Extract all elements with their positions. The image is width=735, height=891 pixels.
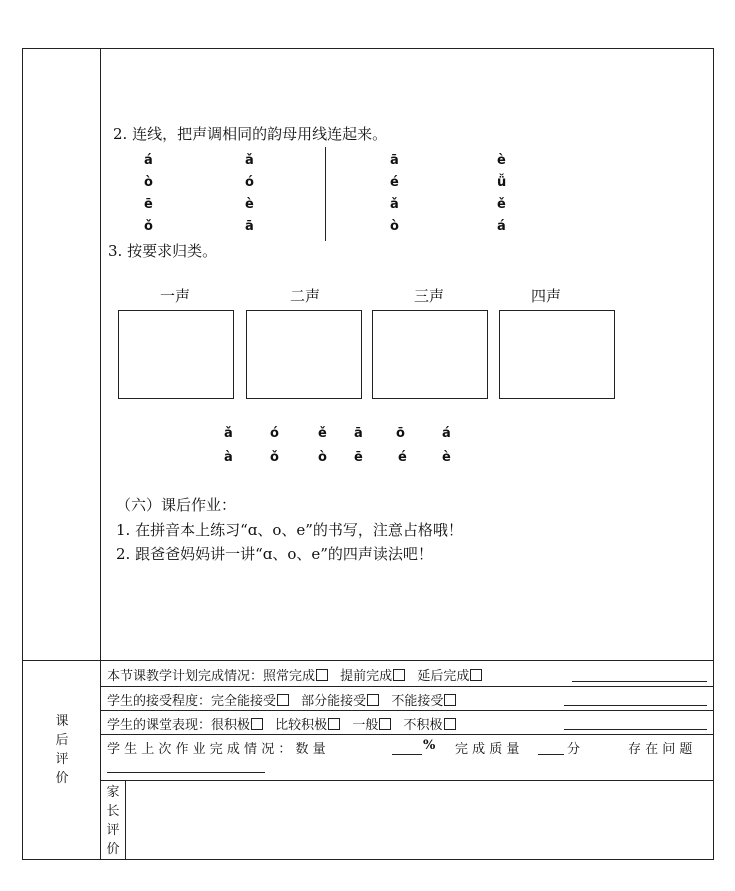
classroom-checkbox-not[interactable] [444, 718, 456, 730]
side-label-char: 课 [55, 714, 69, 729]
exercise2-separator [325, 147, 326, 241]
pinyin-item: ě [497, 197, 506, 212]
classroom-checkbox-average[interactable] [379, 718, 391, 730]
answer-box-1[interactable] [118, 310, 234, 399]
row-divider-4 [100, 780, 714, 781]
category-label-1: 一声 [160, 287, 191, 305]
classroom-checkbox-fairly[interactable] [328, 718, 340, 730]
parent-label-char: 价 [106, 842, 120, 857]
side-label-char: 后 [55, 733, 69, 748]
category-label-4: 四声 [531, 287, 562, 305]
plan-checkbox-early[interactable] [393, 669, 405, 681]
side-label-char: 价 [55, 771, 69, 786]
pinyin-item: ǎ [390, 197, 399, 212]
quality-blank[interactable] [538, 754, 564, 755]
exercise3-title: 3. 按要求归类。 [108, 242, 218, 260]
classroom-checkbox-very[interactable] [251, 718, 263, 730]
pinyin-option[interactable]: ā [354, 426, 363, 441]
acceptance-checkbox-partial[interactable] [367, 694, 379, 706]
plan-checkbox-normal[interactable] [316, 669, 328, 681]
plan-option-normal: 照常完成 [263, 669, 316, 684]
acceptance-blank[interactable] [564, 705, 707, 706]
plan-label: 本节课教学计划完成情况： [107, 669, 264, 684]
plan-option-delayed: 延后完成 [417, 669, 470, 684]
pinyin-item: ó [245, 175, 254, 190]
plan-checkbox-delayed[interactable] [470, 669, 482, 681]
pinyin-option[interactable]: ǎ [224, 426, 233, 441]
pinyin-item: è [245, 197, 254, 212]
acceptance-checkbox-none[interactable] [444, 694, 456, 706]
pinyin-option[interactable]: á [442, 426, 451, 441]
pinyin-option[interactable]: ǒ [270, 450, 279, 465]
pinyin-item: ē [144, 197, 153, 212]
table-border-top [22, 48, 714, 49]
exercise2-title: 2. 连线，把声调相同的韵母用线连起来。 [113, 125, 388, 143]
classroom-row [107, 714, 456, 733]
classroom-option-average: 一般 [352, 718, 379, 733]
classroom-option-fairly: 比较积极 [275, 718, 328, 733]
parent-label-char: 家 [106, 785, 120, 800]
acceptance-checkbox-full[interactable] [277, 694, 289, 706]
classroom-option-not: 不积极 [403, 718, 443, 733]
homework-item-1: 1. 在拼音本上练习“ɑ、o、e”的书写，注意占格哦！ [116, 521, 463, 539]
answer-box-2[interactable] [246, 310, 362, 399]
acceptance-option-none: 不能接受 [391, 694, 444, 709]
problem-label: 存 在 问 题 [628, 742, 693, 757]
pinyin-item: ǒ [144, 219, 153, 234]
classroom-option-very: 很积极 [211, 718, 251, 733]
pinyin-option[interactable]: ě [318, 426, 327, 441]
parent-label [104, 783, 122, 859]
column-divider [100, 48, 101, 860]
parent-label-char: 长 [106, 804, 120, 819]
pinyin-item: ā [390, 153, 399, 168]
category-label-2: 二声 [290, 287, 321, 305]
pinyin-option[interactable]: ō [396, 426, 405, 441]
evaluation-side-label [52, 712, 72, 788]
answer-box-3[interactable] [372, 310, 488, 399]
problem-blank[interactable] [107, 772, 265, 773]
homework-item-2: 2. 跟爸爸妈妈讲一讲“ɑ、o、e”的四声读法吧！ [116, 545, 433, 563]
homework-title: （六）课后作业： [116, 496, 237, 514]
right-col2 [497, 150, 506, 238]
pinyin-option[interactable]: ó [270, 426, 279, 441]
row-divider-3 [100, 734, 714, 735]
quality-unit: 分 [567, 742, 581, 757]
pinyin-item: ǎ [245, 153, 254, 168]
pinyin-item: ò [390, 219, 399, 234]
classroom-blank[interactable] [564, 729, 707, 730]
plan-blank[interactable] [572, 681, 707, 682]
row-divider-1 [100, 686, 714, 687]
parent-label-divider [125, 780, 126, 860]
pinyin-item: ò [144, 175, 153, 190]
left-col1 [144, 150, 153, 238]
pinyin-option[interactable]: ē [354, 450, 363, 465]
pinyin-option[interactable]: è [442, 450, 451, 465]
acceptance-label: 学生的接受程度： [107, 694, 212, 709]
quality-label: 完 成 质 量 [455, 742, 520, 757]
parent-comment-area[interactable] [127, 782, 712, 858]
classroom-label: 学生的课堂表现： [107, 718, 212, 733]
homework-status-label: 学 生 上 次 作 业 完 成 情 况 ： 数 量 [107, 742, 326, 757]
parent-label-char: 评 [106, 823, 120, 838]
pinyin-item: ǚ [497, 175, 507, 190]
quantity-unit: % [423, 738, 436, 753]
pinyin-option[interactable]: à [224, 450, 233, 465]
category-label-3: 三声 [414, 287, 445, 305]
side-label-char: 评 [55, 752, 69, 767]
acceptance-option-partial: 部分能接受 [301, 694, 367, 709]
acceptance-option-full: 完全能接受 [211, 694, 277, 709]
pinyin-item: é [390, 175, 399, 190]
pinyin-option[interactable]: ò [318, 450, 327, 465]
table-border-right [713, 48, 714, 860]
pinyin-item: á [497, 219, 506, 234]
plan-option-early: 提前完成 [340, 669, 393, 684]
pinyin-item: á [144, 153, 153, 168]
plan-row [107, 665, 482, 684]
answer-box-4[interactable] [499, 310, 615, 399]
pinyin-item: ā [245, 219, 254, 234]
section-divider [22, 660, 714, 661]
right-col1 [390, 150, 399, 238]
row-divider-2 [100, 710, 714, 711]
left-col2 [245, 150, 254, 238]
table-border-left [22, 48, 23, 860]
acceptance-row [107, 690, 456, 709]
pinyin-option[interactable]: é [398, 450, 407, 465]
quantity-blank[interactable] [392, 754, 422, 755]
pinyin-item: è [497, 153, 506, 168]
